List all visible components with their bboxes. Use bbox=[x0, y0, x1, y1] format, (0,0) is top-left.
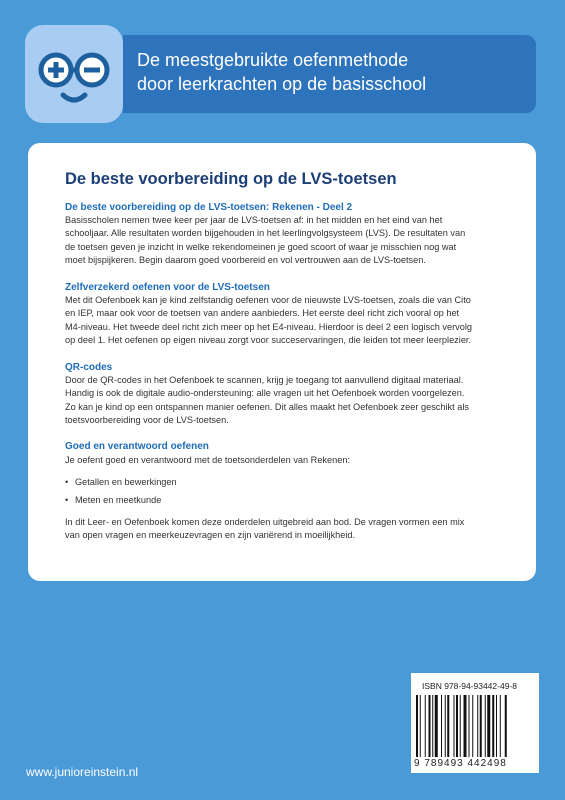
section-title-zelfverzekerd: Zelfverzekerd oefenen voor de LVS-toetsen bbox=[65, 282, 270, 293]
barcode-digits: 9 789493 442498 bbox=[414, 758, 507, 769]
plus-minus-face-icon bbox=[25, 25, 123, 123]
text-line: Je oefent goed en verantwoord met de toetsonderdelen van Rekenen: bbox=[65, 455, 351, 465]
tagline-banner bbox=[123, 35, 536, 113]
tagline-line-1: De meestgebruikte oefenmethode bbox=[137, 50, 409, 70]
page-title: De beste voorbereiding op de LVS-toetsen bbox=[65, 170, 397, 188]
text-line: en IEP, maar ook voor de toetsen van andere aanbieders. Het eerste deel richt zich vooral op het bbox=[65, 308, 460, 319]
section-text-lvs-rekenen bbox=[65, 214, 505, 268]
closing-text bbox=[65, 516, 505, 543]
text-line: Met dit Oefenboek kan je kind zelfstandig oefenen voor de nieuwste LVS-toetsen, zoals die van Cito bbox=[65, 295, 471, 305]
section-text-goed-verantwoord bbox=[65, 454, 505, 467]
list-item: • Meten en meetkunde bbox=[65, 494, 177, 512]
section-text-zelfverzekerd bbox=[65, 294, 505, 348]
list-item: • Getallen en bewerkingen bbox=[65, 476, 177, 494]
barcode-icon bbox=[414, 695, 536, 757]
content-card bbox=[28, 143, 536, 581]
text-line: de toetsen geven je inzicht in welke rekendomeinen je goed scoort of waar je misschien nog wat bbox=[65, 241, 457, 252]
topic-list bbox=[65, 476, 177, 512]
text-line: Basisscholen nemen twee keer per jaar de LVS-toetsen af: in het midden en het eind van het bbox=[65, 215, 443, 225]
section-text-qr-codes bbox=[65, 374, 505, 428]
isbn-barcode bbox=[411, 673, 539, 773]
website-link[interactable]: www.junioreinstein.nl bbox=[26, 765, 139, 779]
isbn-label: ISBN 978-94-93442-49-8 bbox=[422, 681, 517, 691]
text-line: In dit Leer- en Oefenboek komen deze onderdelen uitgebreid aan bod. De vragen vormen een mix bbox=[65, 517, 465, 527]
text-line: Door de QR-codes in het Oefenboek te scannen, krijg je toegang tot aanvullend digitaal materiaal. bbox=[65, 375, 464, 385]
text-line: Zo kan je kind op een ontspannen manier oefenen. Dit alles maakt het Oefenboek zeer geschikt als bbox=[65, 401, 469, 412]
text-line: M4-niveau. Het tweede deel richt zich meer op het E4-niveau. Hierdoor is deel 2 een logisch vervolg bbox=[65, 321, 473, 332]
text-line: toetsvoorbereiding voor de LVS-toetsen. bbox=[65, 415, 229, 426]
text-line: moet bijspijkeren. Begin daarom goed voorbereid en vol vertrouwen aan de LVS-toetsen. bbox=[65, 255, 426, 266]
text-line: schooljaar. Alle resultaten worden bijgehouden in het leerlingvolgsysteem (LVS). De resultaten van bbox=[65, 228, 466, 239]
section-title-lvs-rekenen: De beste voorbereiding op de LVS-toetsen: Rekenen - Deel 2 bbox=[65, 202, 353, 213]
tagline-line-2: door leerkrachten op de basisschool bbox=[137, 74, 427, 94]
section-title-goed-verantwoord: Goed en verantwoord oefenen bbox=[65, 441, 209, 452]
text-line: Handig is ook de digitale audio-ondersteuning: alle vragen uit het Oefenboek worden voorgelezen. bbox=[65, 388, 465, 399]
logo bbox=[25, 25, 123, 123]
section-title-qr-codes: QR-codes bbox=[65, 362, 113, 373]
text-line: op deel 1. Het oefenen op eigen niveau zorgt voor succeservaringen, die leiden tot meer leerplezier. bbox=[65, 335, 472, 346]
text-line: van open vragen en meerkeuzevragen en zijn variërend in moeilijkheid. bbox=[65, 530, 356, 541]
